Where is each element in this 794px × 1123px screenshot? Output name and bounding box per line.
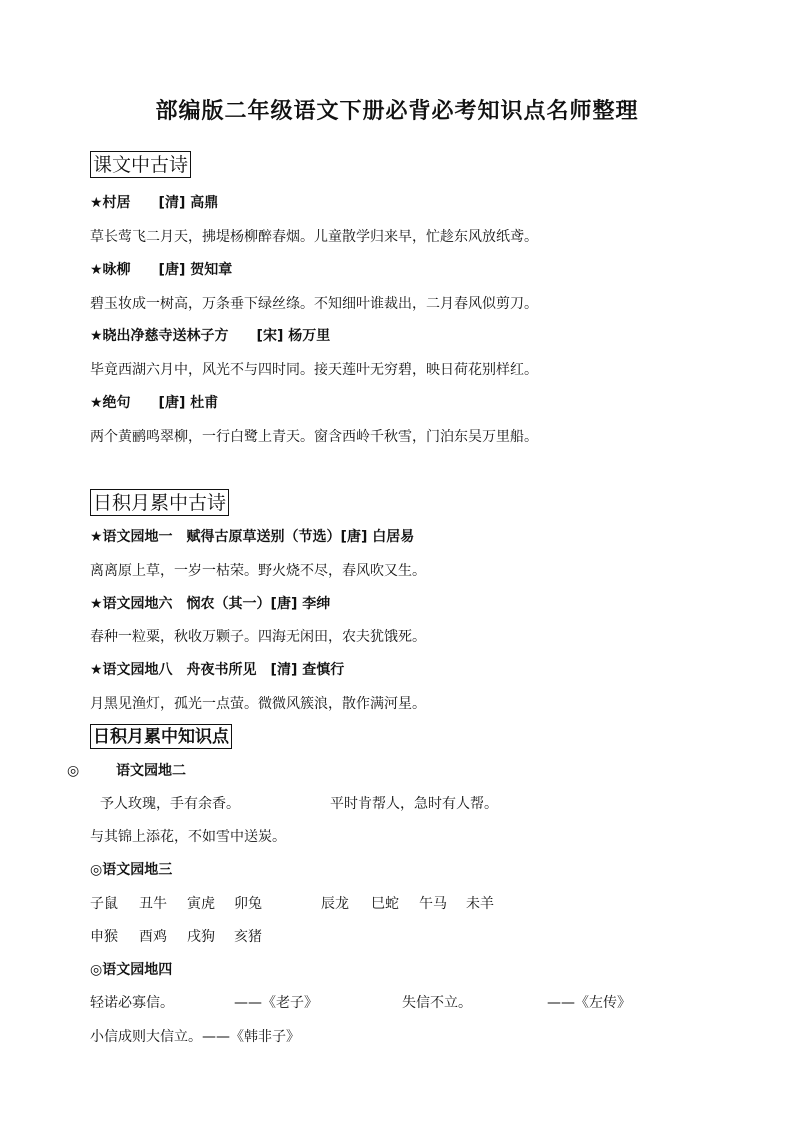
poem-text-cunju: 草长莺飞二月天，拂堤杨柳醉春烟。儿童散学归来早，忙趁东风放纸鸢。 <box>90 229 538 245</box>
poem-text-jueju: 两个黄鹂鸣翠柳，一行白鹭上青天。窗含西岭千秋雪，门泊东吴万里船。 <box>90 429 538 445</box>
zodiac-item: 巳蛇 <box>371 896 399 912</box>
poem-text-yongliu: 碧玉妆成一树高，万条垂下绿丝绦。不知细叶谁裁出，二月春风似剪刀。 <box>90 296 538 312</box>
proverb-2: 平时肯帮人，急时有人帮。 <box>330 796 498 812</box>
poem-header-garden6: ★语文园地六 悯农（其一）[唐] 李绅 <box>90 596 331 612</box>
poem-header-garden8: ★语文园地八 舟夜书所见 [清] 查慎行 <box>90 662 345 678</box>
section-heading-daily-poems: 日积月累中古诗 <box>90 489 229 516</box>
zodiac-item: 戌狗 <box>187 929 215 945</box>
zodiac-item: 酉鸡 <box>139 929 167 945</box>
garden2-heading: 语文园地二 <box>116 763 186 779</box>
proverb-1: 予人玫瑰，手有余香。 <box>100 796 240 812</box>
quote-3: 小信成则大信立。——《韩非子》 <box>90 1029 300 1045</box>
quote-2-source: ——《左传》 <box>547 995 631 1011</box>
zodiac-item: 辰龙 <box>321 896 349 912</box>
zodiac-item: 子鼠 <box>90 896 118 912</box>
poem-text-xiaochu: 毕竟西湖六月中，风光不与四时同。接天莲叶无穷碧，映日荷花别样红。 <box>90 362 538 378</box>
garden3-heading: ◎语文园地三 <box>90 862 173 878</box>
zodiac-item: 未羊 <box>466 896 494 912</box>
garden4-heading: ◎语文园地四 <box>90 962 173 978</box>
poem-header-yongliu: ★咏柳 [唐] 贺知章 <box>90 262 233 278</box>
poem-text-garden6: 春种一粒粟，秋收万颗子。四海无闲田，农夫犹饿死。 <box>90 629 426 645</box>
zodiac-item: 寅虎 <box>187 896 215 912</box>
poem-header-garden1: ★语文园地一 赋得古原草送别（节选）[唐] 白居易 <box>90 529 415 545</box>
zodiac-item: 丑牛 <box>139 896 167 912</box>
quote-2: 失信不立。 <box>402 995 472 1011</box>
zodiac-item: 卯兔 <box>234 896 262 912</box>
quote-1-source: ——《老子》 <box>234 995 318 1011</box>
section-heading-knowledge-points: 日积月累中知识点 <box>90 724 232 749</box>
poem-text-garden1: 离离原上草，一岁一枯荣。野火烧不尽，春风吹又生。 <box>90 563 426 579</box>
bullet-mark: ◎ <box>67 763 80 779</box>
zodiac-item: 亥猪 <box>234 929 262 945</box>
quote-1: 轻诺必寡信。 <box>90 995 174 1011</box>
poem-text-garden8: 月黑见渔灯，孤光一点萤。微微风簇浪，散作满河星。 <box>90 696 426 712</box>
poem-header-jueju: ★绝句 [唐] 杜甫 <box>90 395 219 411</box>
zodiac-item: 午马 <box>419 896 447 912</box>
document-title: 部编版二年级语文下册必背必考知识点名师整理 <box>155 98 639 124</box>
section-heading-textbook-poems: 课文中古诗 <box>90 151 191 178</box>
poem-header-cunju: ★村居 [清] 高鼎 <box>90 195 219 211</box>
proverb-3: 与其锦上添花，不如雪中送炭。 <box>90 829 286 845</box>
poem-header-xiaochu: ★晓出净慈寺送林子方 [宋] 杨万里 <box>90 328 331 344</box>
zodiac-item: 申猴 <box>90 929 118 945</box>
